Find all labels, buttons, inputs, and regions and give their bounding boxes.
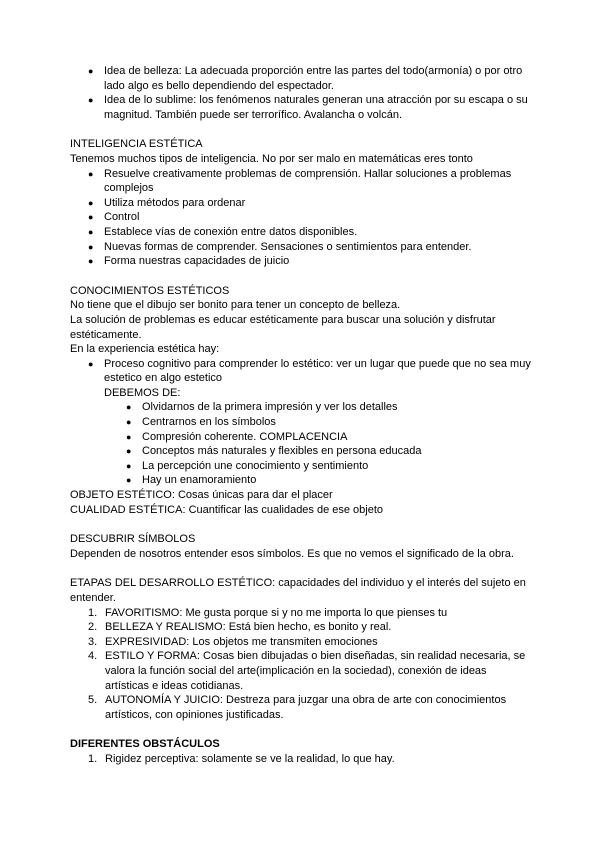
list-item <box>70 400 532 415</box>
paragraph: Tenemos muchos tipos de inteligencia. No por ser malo en matemáticas eres tonto <box>70 152 473 165</box>
list-item <box>70 459 532 474</box>
section-heading: DESCUBRIR SÍMBOLOS <box>70 533 196 546</box>
list-item-text: Rigidez perceptiva: solamente se ve la realidad, lo que hay. <box>105 752 395 765</box>
paragraph: Dependen de nosotros entender esos símbolos. Es que no vemos el significado de la obra. <box>70 547 514 560</box>
list-number: 4. <box>88 650 98 663</box>
bullet-icon: ● <box>88 95 94 106</box>
list-item <box>70 210 532 225</box>
section-heading: CONOCIMIENTOS ESTÉTICOS <box>70 284 230 297</box>
numbered-item <box>70 649 532 693</box>
list-item-text: EXPRESIVIDAD: Los objetos me transmiten emociones <box>105 635 378 648</box>
sub-heading: DEBEMOS DE: <box>104 386 181 399</box>
bullet-icon: ● <box>126 460 132 471</box>
list-item <box>70 444 532 459</box>
bullet-icon: ● <box>126 475 132 486</box>
list-item <box>70 240 532 255</box>
bullet-icon: ● <box>88 226 94 237</box>
section-heading: DIFERENTES OBSTÁCULOS <box>70 738 220 751</box>
document-page <box>70 64 532 767</box>
bullet-icon: ● <box>88 66 94 76</box>
list-item <box>70 473 532 488</box>
paragraph: La solución de problemas es educar estéticamente para buscar una solución y disfrutar estéticamente. <box>70 313 496 341</box>
list-item-text: Resuelve creativamente problemas de comprensión. Hallar soluciones a problemas complejos <box>104 167 512 195</box>
section-heading: INTELIGENCIA ESTÉTICA <box>70 138 203 151</box>
list-item-text: BELLEZA Y REALISMO: Está bien hecho, es bonito y real. <box>105 621 392 634</box>
numbered-item <box>70 693 532 722</box>
list-item-text: Conceptos más naturales y flexibles en persona educada <box>142 445 422 458</box>
list-number: 5. <box>88 694 98 707</box>
list-item-text: Olvidarnos de la primera impresión y ver los detalles <box>142 401 398 414</box>
list-number: 2. <box>88 621 98 634</box>
list-item-text: Utiliza métodos para ordenar <box>104 196 246 209</box>
bullet-icon: ● <box>126 431 132 442</box>
list-item <box>70 225 532 240</box>
list-item-text: Control <box>104 211 140 224</box>
list-item <box>70 430 532 445</box>
numbered-item <box>70 606 532 621</box>
list-item-text: FAVORITISMO: Me gusta porque si y no me importa lo que pienses tu <box>105 606 448 619</box>
paragraph: En la experiencia estética hay: <box>70 343 220 356</box>
list-number: 1. <box>88 606 98 619</box>
bullet-icon: ● <box>88 168 94 179</box>
paragraph: ETAPAS DEL DESARROLLO ESTÉTICO: capacidades del individuo y el interés del sujeto en entender. <box>70 577 526 604</box>
numbered-item <box>70 752 532 767</box>
list-item <box>70 415 532 430</box>
list-item-text: Proceso cognitivo para comprender lo estético: ver un lugar que puede que no sea muy estetico en algo estetico <box>104 357 531 385</box>
list-item-text: Nuevas formas de comprender. Sensaciones o sentimientos para entender. <box>104 240 472 253</box>
list-number: 3. <box>88 635 98 648</box>
list-item <box>70 93 532 122</box>
paragraph: OBJETO ESTÉTICO: Cosas únicas para dar el placer <box>70 489 333 502</box>
paragraph: CUALIDAD ESTÉTICA: Cuantificar las cualidades de ese objeto <box>70 503 384 516</box>
list-item-text: Hay un enamoramiento <box>142 474 257 487</box>
list-item-text: Forma nuestras capacidades de juicio <box>104 255 290 268</box>
bullet-icon: ● <box>88 358 94 369</box>
list-item-text: AUTONOMÍA Y JUICIO: Destreza para juzgar una obra de arte con conocimientos artísticos, con opiniones justificadas. <box>105 694 507 721</box>
bullet-icon: ● <box>88 241 94 252</box>
bullet-icon: ● <box>88 212 94 223</box>
bullet-icon: ● <box>88 197 94 208</box>
list-item <box>70 196 532 211</box>
list-item-text: Idea de lo sublime: los fenómenos naturales generan una atracción por su escapa o su magnitud. También puede ser terrorífico. Avalancha o volcán. <box>104 94 528 121</box>
list-item-text: ESTILO Y FORMA: Cosas bien dibujadas o bien diseñadas, sin realidad necesaria, se valora la función social del arte(implicación en la sociedad), conexión de ideas artísticas e ideas cotidianas. <box>105 650 526 692</box>
list-number: 1. <box>88 752 98 765</box>
list-item-text: Idea de belleza: La adecuada proporción entre las partes del todo(armonía) o por otro lado algo es bello dependiendo del espectador. <box>104 65 523 92</box>
list-item <box>70 167 532 196</box>
bullet-icon: ● <box>126 417 132 428</box>
paragraph: No tiene que el dibujo ser bonito para tener un concepto de belleza. <box>70 299 401 312</box>
list-item-text: Compresión coherente. COMPLACENCIA <box>142 430 348 443</box>
list-item-text: La percepción une conocimiento y sentimiento <box>142 459 369 472</box>
list-item-text: Centrarnos en los símbolos <box>142 416 276 429</box>
numbered-item <box>70 635 532 650</box>
bullet-icon: ● <box>126 402 132 413</box>
list-item <box>70 254 532 269</box>
bullet-icon: ● <box>88 256 94 267</box>
list-item-text: Establece vías de conexión entre datos disponibles. <box>104 225 358 238</box>
list-item <box>70 357 532 386</box>
list-item <box>70 64 532 93</box>
bullet-icon: ● <box>126 446 132 457</box>
numbered-item <box>70 620 532 635</box>
